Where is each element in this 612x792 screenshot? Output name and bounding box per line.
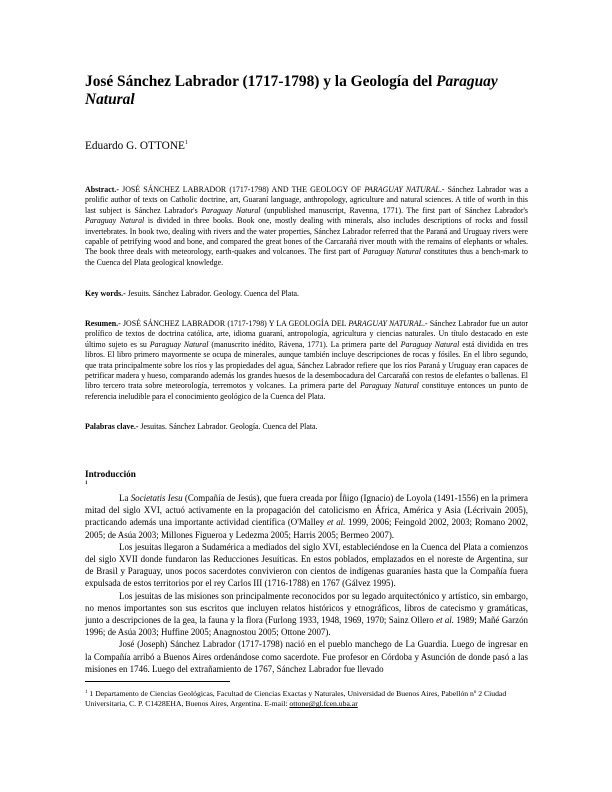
keywords [85, 289, 528, 299]
title-text: José Sánchez Labrador (1717-1798) y la Geología del [85, 73, 437, 90]
resumen [85, 319, 528, 402]
keywords-label: Key words.- [85, 289, 126, 298]
paragraph-italic: Societatis Iesu [130, 493, 183, 503]
section-heading: Introducción [85, 469, 136, 479]
paragraph-text: La [119, 493, 131, 503]
resumen-italic: PARAGUAY NATURAL [348, 319, 423, 328]
abstract-text: JOSÉ SÁNCHEZ LABRADOR (1717-1798) AND THE GEOLOGY OF [118, 185, 365, 194]
abstract-text: constitutes thus a bench-mark to the Cuenca del Plata geological knowledge. [85, 247, 528, 267]
paragraph-italic: et al. [326, 517, 346, 528]
footnote-text: 1 Departamento de Ciencias Geológicas, Facultad de Ciencias Exactas y Naturales, Universidad de Buenos Aires, Pabellón nº 2 Ciudad Universitaria, C. P. C1428EHA, Buenos Aires, Argentina. E-mail: [85, 689, 507, 709]
paragraph [85, 492, 528, 541]
palabras-clave [85, 422, 528, 432]
paragraph-text: 1989; Mañé Garzón 1996; de Asúa 2003; Huffine 2005; Anagnostou 2005; Ottone 2007). [85, 615, 529, 638]
resumen-text: constituye entonces un punto de referencia ineludible para el conocimiento geológico de la Cuenca del Plata. [85, 381, 529, 401]
paragraph: José (Joseph) Sánchez Labrador (1717-1798) nació en el pueblo manchego de La Guardia. Luego de ingresar en la Compañía arribó a Buenos Aires ordenándose como sacerdote. Fue profesor en Córdoba y Asunción de donde pasó a las misiones en 1746. Luego del extrañamiento de 1767, Sánchez Labrador fue llevado [85, 639, 528, 674]
paragraph-text: 1999, 2006; Feingold 2002, 2003; Romano 2002, 2005; de Asúa 2003; Millones Figueroa y Ledezma 2005; Harris 2005; Bermeo 2007). [85, 517, 528, 540]
abstract-italic: Paraguay Natural [362, 247, 421, 257]
author-name: Eduardo G. OTTONE [85, 140, 185, 152]
resumen-text: JOSÉ SÁNCHEZ LABRADOR (1717-1798) Y LA GEOLOGÍA DEL [120, 319, 349, 328]
abstract-text: is divided in three books. Book one, mostly dealing with minerals, also includes descriptions of rocks and fossil invertebrates. In book two, dealing with rivers and the water properties, Sánchez Labrador referred that the Paraná and Uruguay rivers were capable of petrifying wood and bone, and compared the great bones of the Carcarañá river mouth with the remains of elephants or whales. The book three deals with meteorology, earth-quakes and volcanoes. The first part of [85, 216, 528, 257]
resumen-italic: Paraguay Natural [360, 381, 419, 391]
palabras-text: Jesuitas. Sánchez Labrador. Geología. Cuenca del Plata. [138, 422, 318, 431]
author-line [85, 140, 188, 152]
resumen-text: está dividida en tres libros. El libro primero mayormente se ocupa de minerales, aunque también incluye descripciones de rocas y fósiles. En el libro segundo, que trata principalmente sobre los ríos y las propiedades del agua, Sánchez Labrador refiere que los ríos Paraná y Uruguay eran capaces de petrificar madera y hueso, comparando además los grandes huesos de la desembocadura del Carcarañá con restos de elefantes o ballenas. El libro tercero trata sobre meteorología, terremotos y volcanes. La primera parte del [85, 339, 528, 391]
abstract-italic: Paraguay Natural [85, 216, 145, 226]
abstract-label: Abstract.- [85, 185, 119, 194]
resumen-italic: Paraguay Natural [400, 339, 460, 349]
abstract-text: .- Sánchez Labrador was a prolific author of texts on Catholic doctrine, art, Guaraní language, anthropology, agriculture and natural sciences. A title of worth in this last subject is Sánchez Labrador's [85, 185, 529, 215]
title-italic: Paraguay Natural [85, 73, 498, 108]
author-footnote-mark: 1 [184, 140, 188, 146]
heading-footnote-mark: 1 [85, 481, 88, 486]
abstract [85, 185, 528, 268]
resumen-label: Resumen.- [85, 319, 121, 328]
abstract-italic: PARAGUAY NATURAL [364, 185, 440, 194]
paragraph-text: Los jesuitas de las misiones son principalmente reconocidos por su legado arquitectónico y artístico, sin embargo, no menos importantes son sus escritos que incluyen relatos históricos y etnográficos, libros de catecismo y gramáticas, junto a descripciones de la gea, la fauna y la flora (Furlong 1933, 1948, 1969, 1970; Sainz Ollero [85, 590, 528, 626]
keywords-text: Jesuits. Sánchez Labrador. Geology. Cuenca del Plata. [125, 289, 300, 298]
paragraph-italic: et al. [436, 615, 455, 626]
footnote-mark: 1 [85, 690, 88, 695]
paragraph [85, 590, 528, 639]
abstract-italic: Paraguay Natural [201, 205, 261, 215]
paper-title [85, 73, 530, 109]
paragraph: Los jesuitas llegaron a Sudamérica a mediados del siglo XVI, estableciéndose en la Cuenca del Plata a comienzos del siglo XVII donde fundaron las Reducciones Jesuíticas. En estos poblados, emplazados en el noreste de Argentina, sur de Brasil y Paraguay, unos pocos sacerdotes convivieron con cientos de indígenas guaraníes hasta que la Compañía fuera expulsada de estos territorios por el rey Carlos III (1716-1788) en 1767 (Gálvez 1995). [85, 541, 528, 589]
introduction-body [85, 492, 528, 675]
resumen-text: (manuscrito inédito, Rávena, 1771). La primera parte del [208, 339, 401, 349]
palabras-label: Palabras clave.- [85, 422, 139, 431]
resumen-text: .- Sánchez Labrador fue un autor prolífico de textos de doctrina católica, arte, idioma guaraní, antropología, agricultura y ciencias naturales. Un título destacado en este último sujeto es su [85, 319, 528, 349]
resumen-italic: Paraguay Natural [149, 339, 209, 349]
paragraph-text: (Compañía de Jesús), que fuera creada por Íñigo (Ignacio) de Loyola (1491-1556) en la primera mitad del siglo XVI, actuó activamente en la propagación del catolicismo en África, América y Asia (Lécrivain 2005), practicando además una importante actividad científica (O'Malley [85, 493, 528, 528]
footnote-divider [85, 681, 230, 682]
abstract-text: (unpublished manuscript, Ravenna, 1771). The first part of Sánchez Labrador's [260, 205, 528, 215]
email-link[interactable]: ottone@gl.fcen.uba.ar [289, 699, 358, 709]
footnote [85, 688, 528, 709]
